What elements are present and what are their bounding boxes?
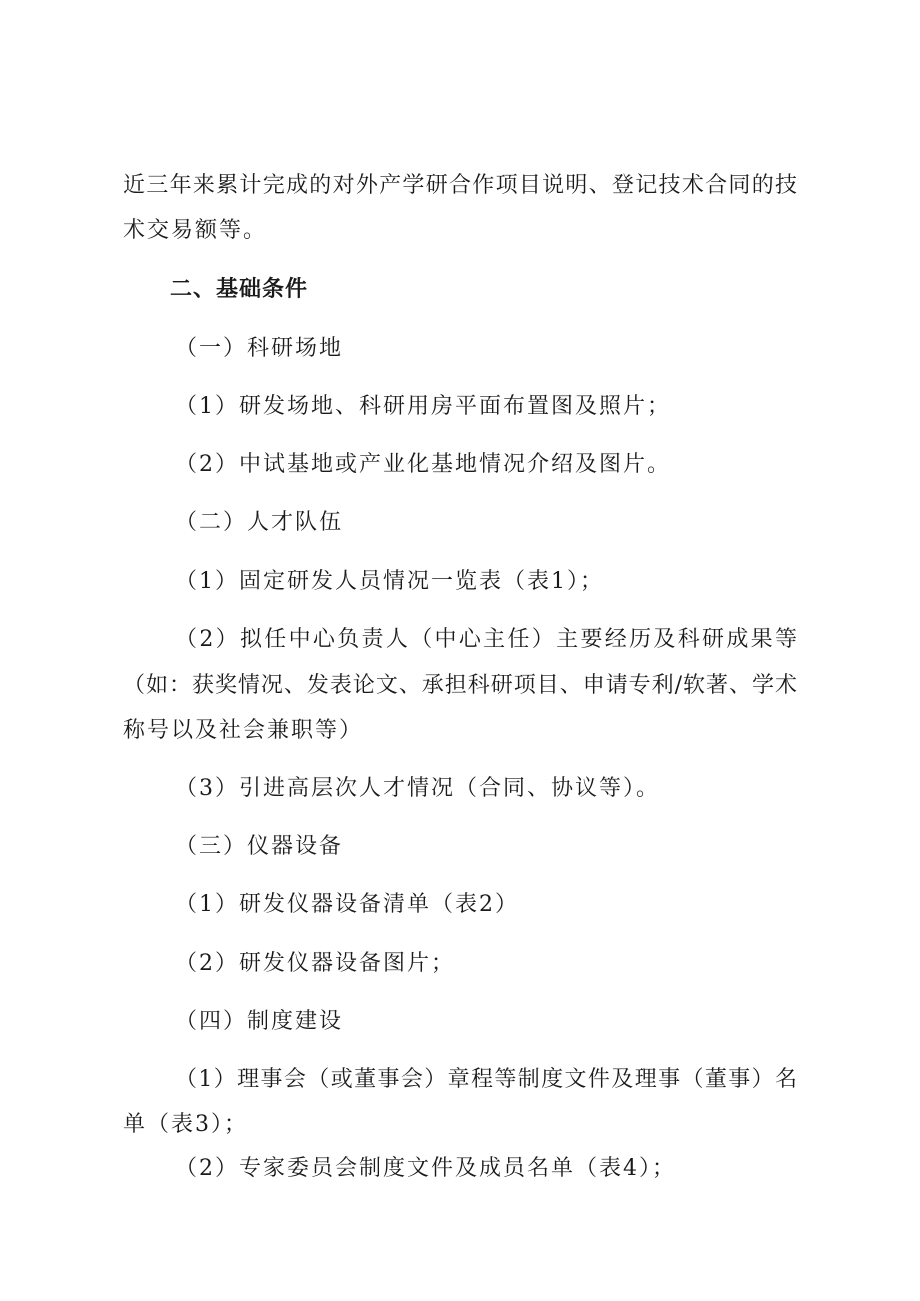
subsection-title-talent-team: （二）人才队伍 [175, 510, 344, 535]
list-item-equipment-list: （1）研发仪器设备清单（表2） [175, 892, 519, 917]
list-item-board-charter-line-2: 单（表3）； [123, 1112, 248, 1137]
section-heading-basic-conditions: 二、基础条件 [170, 277, 309, 302]
list-item-rd-staff: （1）固定研发人员情况一览表（表1）； [175, 569, 604, 594]
intro-line-2: 术交易额等。 [123, 218, 268, 243]
list-item-center-head-line-3: 称号以及社会兼职等） [123, 718, 364, 743]
list-item-high-level-talent: （3）引进高层次人才情况（合同、协议等）。 [175, 776, 660, 801]
intro-line-1: 近三年来累计完成的对外产学研合作项目说明、登记技术合同的技 [123, 173, 797, 198]
list-item-expert-committee: （2）专家委员会制度文件及成员名单（表4）； [175, 1156, 676, 1181]
subsection-title-research-site: （一）科研场地 [175, 336, 344, 361]
list-item-rd-site: （1）研发场地、科研用房平面布置图及照片； [175, 394, 671, 419]
subsection-title-institution: （四）制度建设 [175, 1009, 344, 1034]
list-item-equipment-photos: （2）研发仪器设备图片； [175, 951, 455, 976]
subsection-title-equipment: （三）仪器设备 [175, 834, 344, 859]
list-item-center-head-line-1: （2）拟任中心负责人（中心主任）主要经历及科研成果等 [175, 627, 797, 652]
list-item-pilot-base: （2）中试基地或产业化基地情况介绍及图片。 [175, 452, 671, 477]
list-item-center-head-line-2: （如：获奖情况、发表论文、承担科研项目、申请专利/软著、学术 [123, 673, 797, 698]
list-item-board-charter-line-1: （1）理事会（或董事会）章程等制度文件及理事（董事）名 [175, 1067, 797, 1092]
